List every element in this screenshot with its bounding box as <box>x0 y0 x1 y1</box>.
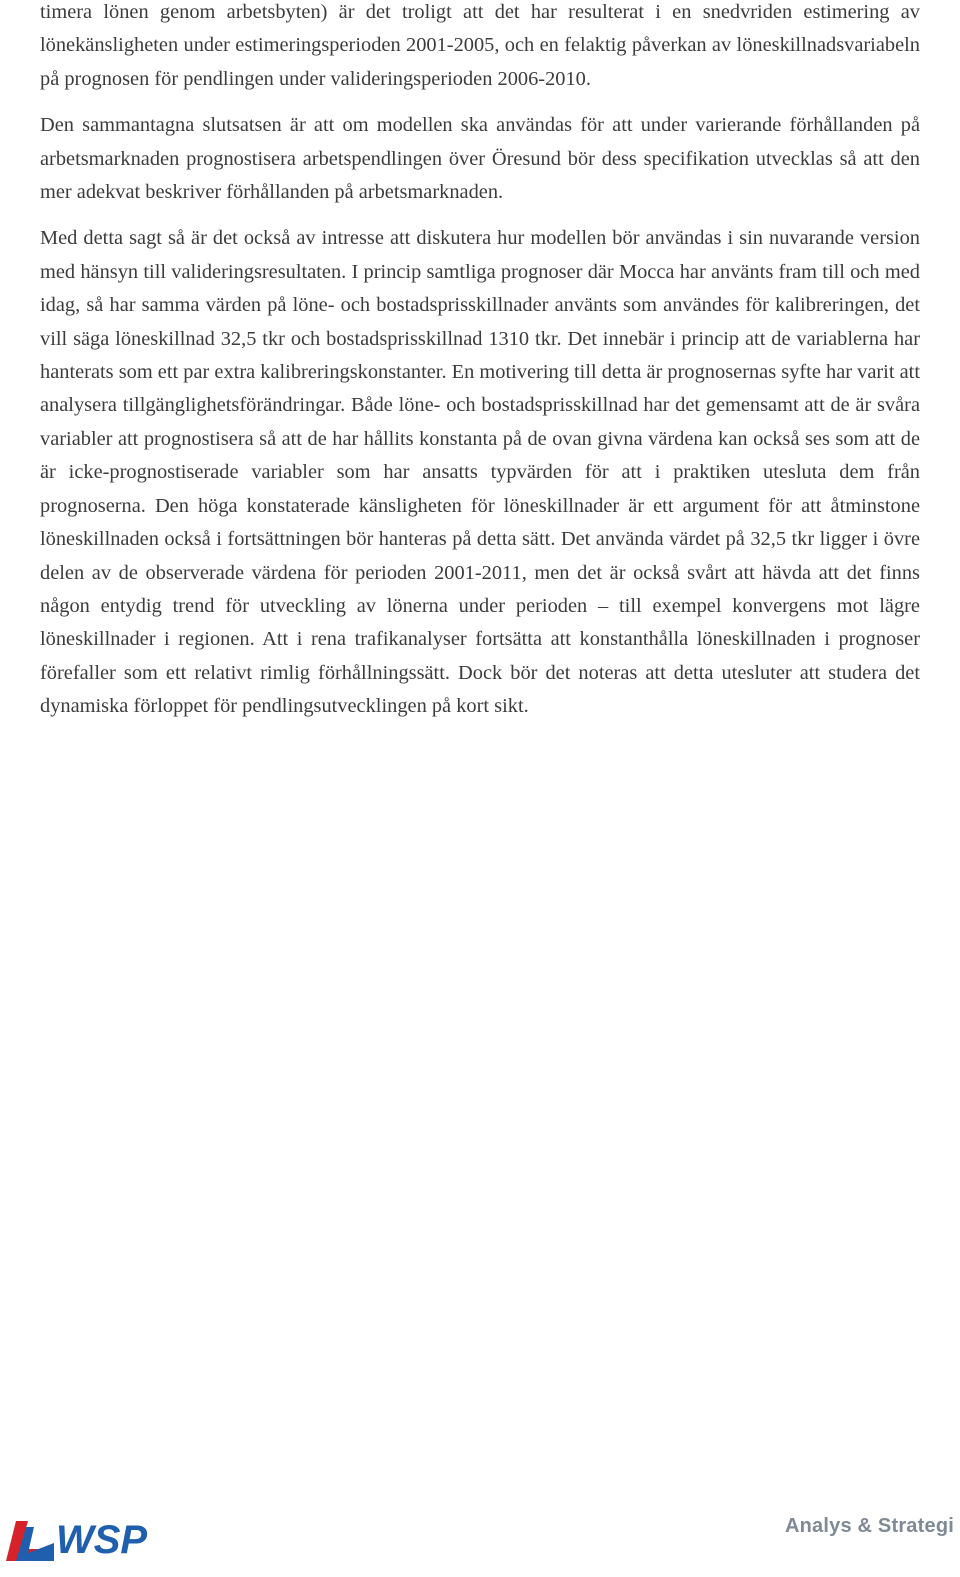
page-footer <box>0 1505 960 1565</box>
document-body <box>40 0 920 737</box>
footer-section-label: Analys & Strategi <box>784 1515 954 1537</box>
paragraph-2: Den sammantagna slutsatsen är att om modellen ska användas för att under varierande förhållanden på arbetsmarknaden prognostisera arbetspendlingen över Öresund bör dess specifikation utvecklas så att den mer adekvat beskriver förhållanden på arbetsmarknaden. <box>40 114 920 204</box>
wsp-logo <box>4 1509 164 1563</box>
paragraph-3: Med detta sagt så är det också av intresse att diskutera hur modellen bör användas i sin nuvarande version med hänsyn till valideringsresultaten. I princip samtliga prognoser där Mocca har använts fram till och med idag, så har samma värden på löne- och bostadsprisskillnader använts som användes för kalibreringen, det vill säga löneskillnad 32,5 tkr och bostadsprisskillnad 1310 tkr. Det innebär i princip att de variablerna har hanterats som ett par extra kalibreringskonstanter. En motivering till detta är prognosernas syfte har varit att analysera tillgänglighetsförändringar. Både löne- och bostadsprisskillnad har det gemensamt att de är svåra variabler att prognostisera så att de har hållits konstanta på de ovan givna värdena kan också ses som att de är icke-prognostiserade variabler som har ansatts typvärden för att i praktiken utesluta dem från prognoserna. Den höga konstaterade känsligheten för löneskillnader är ett argument för att åtminstone löneskillnaden också i fortsättningen bör hanteras på detta sätt. Det använda värdet på 32,5 tkr ligger i övre delen av de observerade värdena för perioden 2001-2011, men det är också svårt att hävda att det finns någon entydig trend för utveckling av lönerna under perioden – till exempel konvergens mot lägre löneskillnader i regionen. Att i rena trafikanalyser fortsätta att konstanthålla löneskillnaden i prognoser förefaller som ett relativt rimlig förhållningssätt. Dock bör det noteras att detta utesluter att studera det dynamiska förloppet för pendlingsutvecklingen på kort sikt. <box>40 227 920 718</box>
paragraph-1: timera lönen genom arbetsbyten) är det troligt att det har resulterat i en snedvriden estimering av lönekänsligheten under estimeringsperioden 2001-2005, och en felaktig påverkan av löneskillnadsvariabeln på prognosen för pendlingen under valideringsperioden 2006-2010. <box>40 1 920 90</box>
logo-text: WSP <box>56 1518 148 1562</box>
